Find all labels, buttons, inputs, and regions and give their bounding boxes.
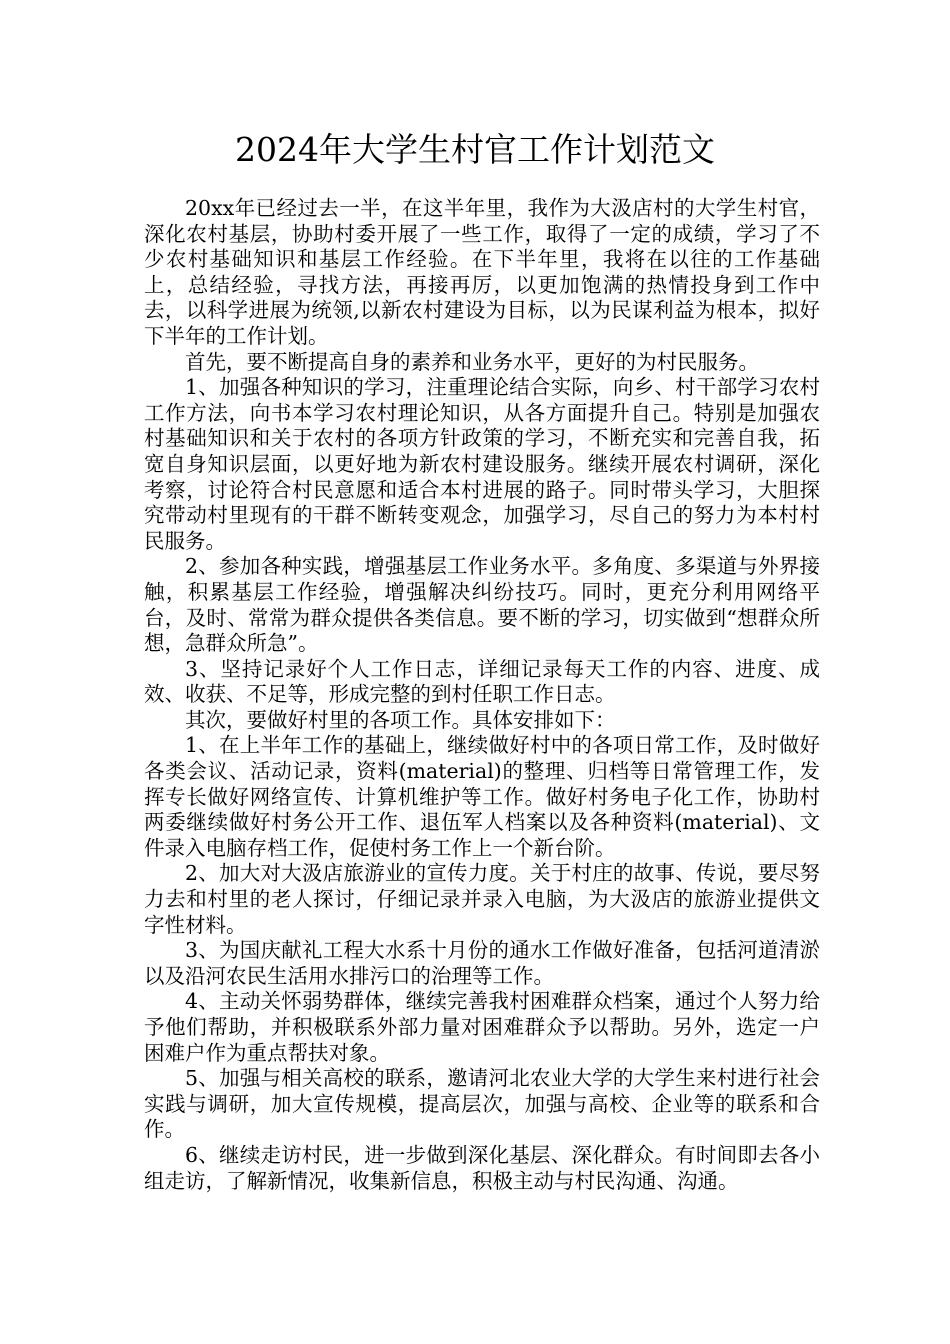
paragraph: 4、主动关怀弱势群体，继续完善我村困难群众档案，通过个人努力给予他们帮助，并积极联系外部力量对困难群众予以帮助。另外，选定一户困难户作为重点帮扶对象。 — [144, 989, 820, 1065]
paragraph: 6、继续走访村民，进一步做到深化基层、深化群众。有时间即去各小组走访，了解新情况，收集新信息，积极主动与村民沟通、沟通。 — [144, 1142, 820, 1193]
paragraph: 3、坚持记录好个人工作日志，详细记录每天工作的内容、进度、成效、收获、不足等，形成完整的到村任职工作日志。 — [144, 656, 820, 707]
paragraph: 3、为国庆献礼工程大水系十月份的通水工作做好准备，包括河道清淤以及沿河农民生活用水排污口的治理等工作。 — [144, 938, 820, 988]
paragraph: 20xx年已经过去一半，在这半年里，我作为大汲店村的大学生村官，深化农村基层，协助村委开展了一些工作，取得了一定的成绩，学习了不少农村基础知识和基层工作经验。在下半年里，我将在以往的工作基础上，总结经验，寻找方法，再接再厉，以更加饱满的热情投身到工作中去，以科学进展为统领,以新农村建设为目标，以为民谋利益为根本，拟好下半年的工作计划。 — [144, 196, 820, 348]
paragraph: 2、加大对大汲店旅游业的宣传力度。关于村庄的故事、传说，要尽努力去和村里的老人探讨，仔细记录并录入电脑，为大汲店的旅游业提供文字性材料。 — [144, 861, 820, 937]
document-title: 2024年大学生村官工作计划范文 — [235, 130, 715, 169]
paragraph: 2、参加各种实践，增强基层工作业务水平。多角度、多渠道与外界接触，积累基层工作经验，增强解决纠纷技巧。同时，更充分利用网络平台，及时、常常为群众提供各类信息。要不断的学习，切实做到“想群众所想，急群众所急”。 — [144, 554, 820, 656]
paragraph: 首先，要不断提高自身的素养和业务水平，更好的为村民服务。 — [185, 349, 759, 374]
paragraph: 其次，要做好村里的各项工作。具体安排如下： — [185, 707, 616, 732]
paragraph: 5、加强与相关高校的联系，邀请河北农业大学的大学生来村进行社会实践与调研，加大宣传规模，提高层次，加强与高校、企业等的联系和合作。 — [144, 1066, 820, 1142]
paragraph: 1、在上半年工作的基础上，继续做好村中的各项日常工作，及时做好各类会议、活动记录，资料(material)的整理、归档等日常管理工作，发挥专长做好网络宣传、计算机维护等工作。做好村务电子化工作，协助村两委继续做好村务公开工作、退伍军人档案以及各种资料(material)、文件录入电脑存档工作，促使村务工作上一个新台阶。 — [144, 733, 820, 860]
document-body — [144, 196, 820, 1194]
paragraph: 1、加强各种知识的学习，注重理论结合实际，向乡、村干部学习农村工作方法，向书本学习农村理论知识，从各方面提升自己。特别是加强农村基础知识和关于农村的各项方针政策的学习，不断充实和完善自我，拓宽自身知识层面，以更好地为新农村建设服务。继续开展农村调研，深化考察，讨论符合村民意愿和适合本村进展的路子。同时带头学习，大胆探究带动村里现有的干群不断转变观念，加强学习，尽自己的努力为本村村民服务。 — [144, 375, 820, 553]
